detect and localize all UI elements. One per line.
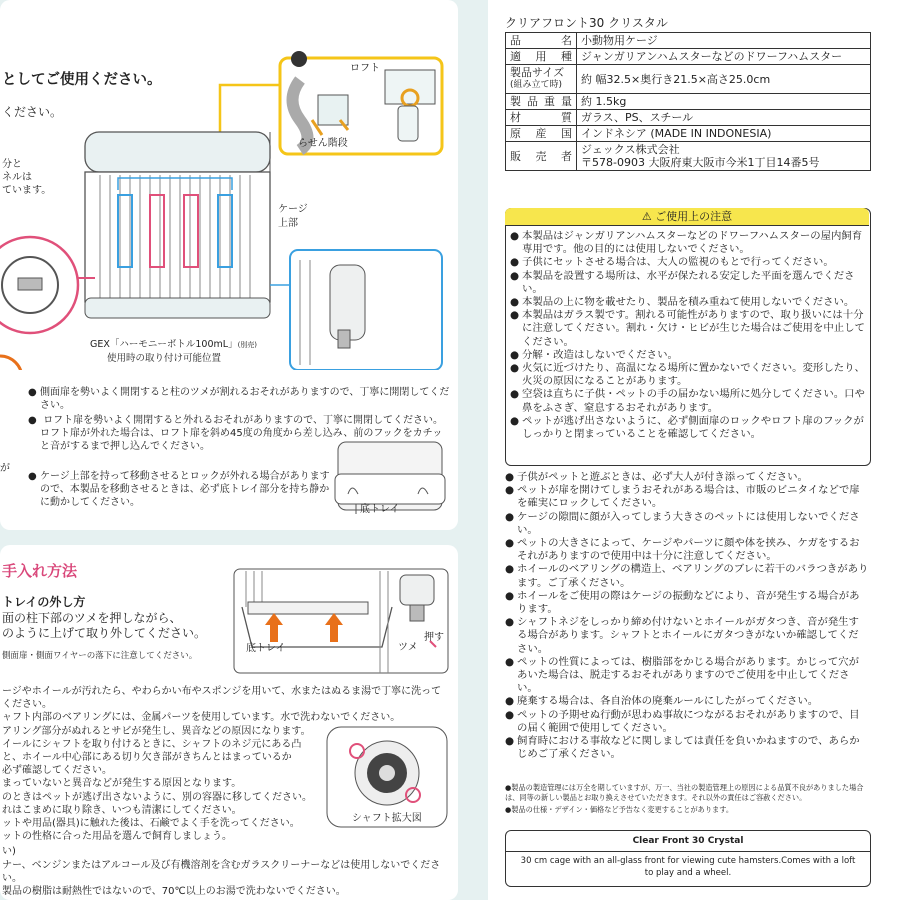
caution-list <box>510 230 866 441</box>
label-loft: ロフト <box>350 63 380 74</box>
section-heading: としてご使用ください。 <box>2 72 162 88</box>
caution-item: ● 空袋は直ちに子供・ペットの手の届かない場所に処分してください。口や鼻をふさぎ、窒息するおそれがあります。 <box>510 388 866 414</box>
product-title: クリアフロント30 クリスタル <box>505 16 668 30</box>
caution-header: ⚠ ご使用上の注意 <box>505 208 869 226</box>
spec-row: 適用種 ジャンガリアンハムスターなどのドワーフハムスター <box>506 49 871 65</box>
caution-item: ● 子供にセットさせる場合は、大人の監視のもとで行ってください。 <box>510 256 866 269</box>
label-tray-bottom: 底トレイ <box>246 643 286 654</box>
tray-removal-instructions: 面の柱下部のツメを押しながら、 のように上げて取り外してください。 <box>2 611 207 640</box>
cage-illustration <box>0 40 460 370</box>
caution-item: ● ペットが逃げ出さないように、必ず側面扉のロックやロフト扉のフックがしっかりと閉まっていることを確認してください。 <box>510 415 866 441</box>
bullet-move-cage: ● ケージ上部を持って移動させるとロックが外れる場合がありますので、本製品を移動させるときは、必ず底トレイ部分を持ち静かに動かしてください。 <box>28 470 330 510</box>
care-heading: 手入れ方法 <box>2 562 78 580</box>
caution-item: ● 本製品はガラス製です。割れる可能性がありますので、取り扱いには十分に注意してください。割れ・欠け・ヒビが生じた場合はご使用を中止してください。 <box>510 309 866 349</box>
side-note: 分と ネルは ています。 <box>2 159 52 196</box>
note-item: ● 廃棄する場合は、各自治体の廃棄ルールにしたがってください。 <box>505 695 869 708</box>
note-item: ● ホイールのベアリングの構造上、ベアリングのブレに若干のバラつきがあります。ご了承ください。 <box>505 563 869 589</box>
care-method-card <box>0 545 458 900</box>
caution-item: ● 分解・改造はしないでください。 <box>510 349 866 362</box>
label-push: 押す <box>424 632 444 643</box>
note-item: ● ホイールをご使用の際はケージの振動などにより、音が発生する場合があります。 <box>505 590 869 616</box>
spec-row: 製品サイズ (組み立て時) 約 幅32.5×奥行き21.5×高さ25.0cm <box>506 65 871 94</box>
spec-row: 原産国 インドネシア (MADE IN INDONESIA) <box>506 126 871 142</box>
note-item: ● ペットの大きさによって、ケージやパーツに顔や体を挟み、ケガをするおそれがありますので使用中は十分に注意してください。 <box>505 537 869 563</box>
side-char: が <box>0 463 10 474</box>
bottle-caption: GEX「ハーモニーボトル100mL」(別売) 使用時の取り付け可能位置 <box>90 339 258 364</box>
care-body-text: ージやホイールが汚れたら、やわらかい布やスポンジを用いて、水またはぬるま湯で丁寧に洗ってください。 ャフト内部のベアリングには、金属パーツを使用しています。水で洗わないでください。 アリング部分がぬれるとサビが発生し、異音などの原因になります。 イールにシャフトを取り付けるときに、シャフトのネジ元にある凸 と、ホイール中心部にある切り欠き部がきちんとはまっているか 必ず確認してください。 まっていないと異音などが発生する原因となります。 のときはペットが逃げ出さないように、別の容器に移してください。 れはこまめに取り除き、いつも清潔にしてください。 ットや用品(器具)に触れた後は、石鹸でよく手を洗ってください。 ットの性格に合った用品を選んで飼育しましょう。 い) ナー、ベンジンまたはアルコール及び有機溶剤を含むガラスクリーナーなどは使用しないでください。 製品の樹脂は耐熱性ではないので、70℃以上のお湯で洗わないでください。 <box>2 686 442 898</box>
label-claw: ツメ <box>398 642 418 653</box>
note-item: ● ペットの性質によっては、樹脂部をかじる場合があります。かじって穴があいた場合は、脱走するおそれがありますのでご使用を中止してください。 <box>505 656 869 696</box>
note-item: ● ペットの予期せぬ行動が思わぬ事故につながるおそれがありますので、目の届く範囲で使用してください。 <box>505 709 869 735</box>
english-title: Clear Front 30 Crystal <box>506 831 870 852</box>
note-item: ● ケージの隙間に顔が入ってしまう大きさのペットには使用しないでください。 <box>505 511 869 537</box>
caution-item: ● 本製品の上に物を載せたり、製品を積み重ねて使用しないでください。 <box>510 296 866 309</box>
fine-print: ●製品の製造管理には万全を期していますが、万一、当社の製造管理上の原因による品質不良がありました場合は、同等の新しい製品とお取り換えさせていただきます。それ以外の責任はご容赦ください。 ●製品の仕様・デザイン・価格など予告なく変更することがあります。 <box>505 783 864 814</box>
tray-removal-illustration <box>232 567 452 677</box>
note-item: ● ペットが扉を開けてしまうおそれがある場合は、市販のビニタイなどで扉を確実にロックしてください。 <box>505 484 869 510</box>
spec-table <box>505 32 871 171</box>
bullet-loft-door: ● ロフト扉を勢いよく開閉すると外れるおそれがありますので、丁寧に開閉してください。ロフト扉が外れた場合は、ロフト扉を斜め45度の角度から差し込み、前のフックをカチッと音がするまで押し込んでください。 <box>28 414 452 454</box>
spec-row: 製品重量 約 1.5kg <box>506 94 871 110</box>
spec-row: 販売者 ジェックス株式会社 〒578-0903 大阪府東大阪市今米1丁目14番5号 <box>506 142 871 171</box>
spec-row: 品名 小動物用ケージ <box>506 33 871 49</box>
english-description-box <box>505 830 871 887</box>
label-shaft: シャフト拡大図 <box>352 813 422 824</box>
note-item: ● シャフトネジをしっかり締め付けないとホイールがガタつき、音が発生する場合があります。シャフトとホイールにガタつきがないか確認してください。 <box>505 616 869 656</box>
note-item: ● 子供がペットと遊ぶときは、必ず大人が付き添ってください。 <box>505 471 869 484</box>
tray-removal-heading: トレイの外し方 <box>2 595 86 609</box>
bullet-side-door: ● 側面扉を勢いよく開閉すると柱のツメが割れるおそれがありますので、丁寧に開閉してください。 <box>28 386 452 412</box>
loft-usage-card <box>0 0 458 530</box>
english-text: 30 cm cage with an all-glass front for viewing cute hamsters.Comes with a loft to play and a wheel. <box>520 856 856 878</box>
note-item: ● 飼育時における事故などに関しましては責任を負いかねますので、あらかじめご了承ください。 <box>505 735 869 761</box>
tray-removal-note: 側面扉・側面ワイヤーの落下に注意してください。 <box>2 651 198 661</box>
usage-notes-list <box>505 471 869 761</box>
spec-row: 材質 ガラス、PS、スチール <box>506 110 871 126</box>
caution-item: ● 火気に近づけたり、高温になる場所に置かないでください。変形したり、火災の原因になることがあります。 <box>510 362 866 388</box>
instruction-line: ください。 <box>2 105 63 119</box>
caution-item: ● 本製品を設置する場所は、水平が保たれる安定した平面を選んでください。 <box>510 270 866 296</box>
label-stairs: らせん階段 <box>298 138 348 149</box>
caution-item: ● 本製品はジャンガリアンハムスターなどのドワーフハムスターの屋内飼育専用です。他の目的には使用しないでください。 <box>510 230 866 256</box>
label-cage-top: ケージ 上部 <box>278 204 308 229</box>
warning-icon: ⚠ <box>641 210 652 223</box>
label-tray: 底トレイ <box>360 504 400 515</box>
